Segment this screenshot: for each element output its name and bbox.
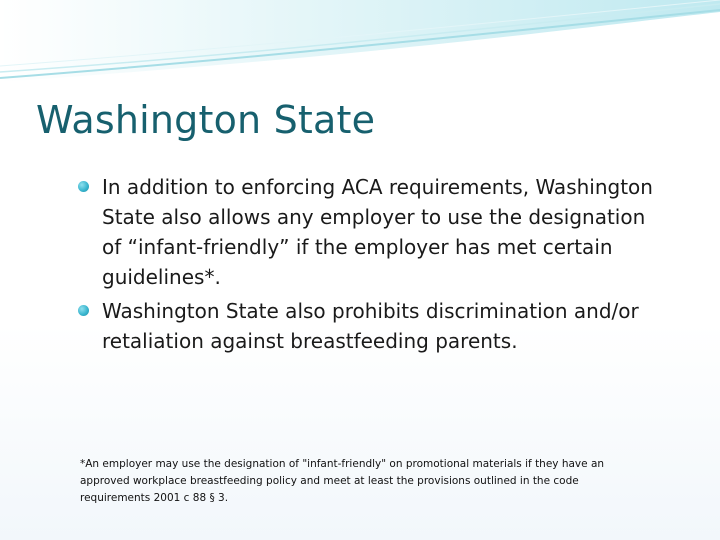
bullet-dot-icon	[78, 305, 89, 316]
header-wave-decoration	[0, 0, 720, 90]
slide-title: Washington State	[36, 98, 376, 142]
footnote: *An employer may use the designation of "infant-friendly" on promotional materials if they have an approved workplace breastfeeding policy and meet at least the provisions outlined in the code requirements 2001 c 88 § 3.	[80, 458, 605, 504]
bullet-text: In addition to enforcing ACA requirements, Washington State also allows any employer to use the designation of “infant-friendly” if the employer has met certain guidelines*.	[102, 175, 653, 289]
bullet-text: Washington State also prohibits discrimination and/or retaliation against breastfeeding parents.	[102, 299, 639, 353]
bullet-item	[78, 172, 668, 292]
bullet-list	[78, 172, 668, 360]
bullet-dot-icon	[78, 181, 89, 192]
bullet-item	[78, 296, 668, 356]
